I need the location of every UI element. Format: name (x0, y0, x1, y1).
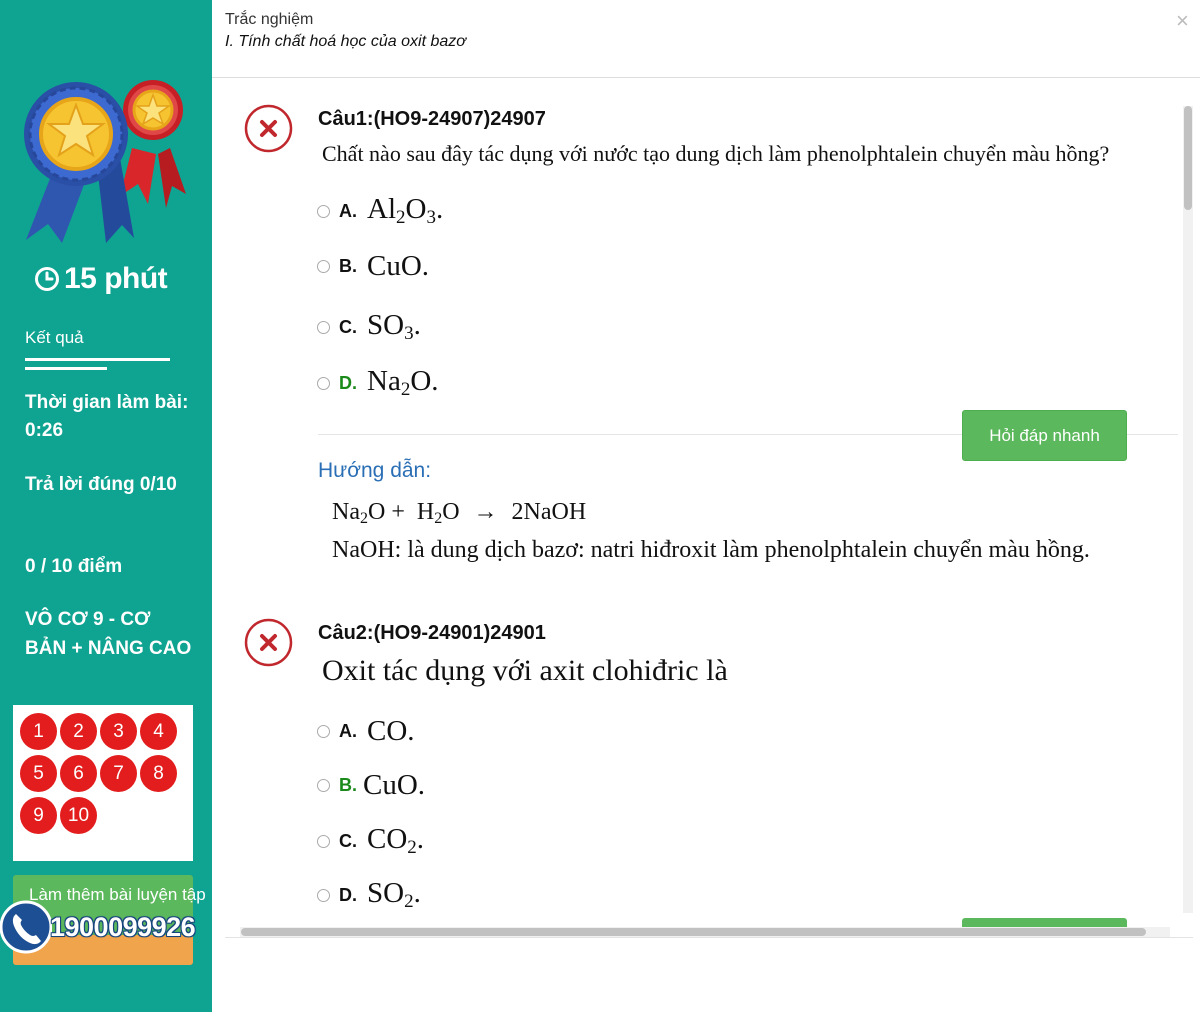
vertical-scrollbar-thumb[interactable] (1184, 106, 1192, 210)
result-label: Kết quả (25, 328, 84, 347)
timer (34, 262, 167, 296)
result-divider-short (25, 367, 107, 370)
radio-button[interactable] (317, 889, 330, 902)
radio-button[interactable] (317, 321, 330, 334)
radio-button[interactable] (317, 377, 330, 390)
radio-button[interactable] (317, 260, 330, 273)
correct-count: Trả lời đúng 0/10 (25, 474, 177, 495)
question-2-option-d[interactable] (317, 877, 421, 913)
question-1-option-a[interactable] (317, 193, 443, 229)
score: 0 / 10 điểm (25, 556, 123, 577)
option-letter: A. (339, 200, 357, 221)
question-2-option-b[interactable] (317, 769, 425, 802)
question-number-1[interactable]: 1 (20, 713, 57, 750)
option-letter: D. (339, 884, 357, 905)
option-letter-correct: B. (339, 775, 357, 795)
option-text: $Na_2O$. (367, 365, 439, 400)
header-divider (212, 77, 1200, 78)
question-1-option-d[interactable] (317, 365, 439, 401)
hotline-number: 1900099926 (50, 911, 196, 942)
option-text: $SO_2$. (367, 877, 421, 912)
question-1-title: Câu1:(HO9-24907)24907 (318, 108, 546, 130)
radio-button[interactable] (317, 835, 330, 848)
hotline[interactable] (0, 898, 195, 956)
option-text: CO. (367, 715, 415, 747)
wrong-mark-icon (244, 618, 293, 667)
question-number-9[interactable]: 9 (20, 797, 57, 834)
question-number-5[interactable]: 5 (20, 755, 57, 792)
wrong-mark-icon (244, 104, 293, 153)
question-number-3[interactable]: 3 (100, 713, 137, 750)
option-letter: B. (339, 256, 357, 276)
question-number-10[interactable]: 10 (60, 797, 97, 834)
sidebar (0, 0, 212, 1012)
option-text: CuO. (363, 769, 426, 801)
guide-explanation: NaOH: là dung dịch bazơ: natri hiđroxit làm phenolphtalein chuyển màu hồng. (332, 537, 1090, 563)
close-icon[interactable]: × (1176, 8, 1189, 33)
content-bottom-divider (225, 937, 1193, 938)
option-text: $CO_2$. (367, 823, 425, 858)
option-letter: C. (339, 830, 357, 851)
radio-button[interactable] (317, 205, 330, 218)
option-letter: C. (339, 316, 357, 337)
course-name: VÔ CƠ 9 - CƠ BẢN + NÂNG CAO (25, 609, 192, 659)
option-text: $SO_3$. (367, 309, 421, 344)
question-number-4[interactable]: 4 (140, 713, 177, 750)
question-number-2[interactable]: 2 (60, 713, 97, 750)
question-2-text: Oxit tác dụng với axit clohiđric là (322, 654, 728, 687)
practice-button-label: Làm thêm bài luyện tập (29, 885, 206, 904)
guide-label: Hướng dẫn: (318, 459, 432, 482)
question-number-8[interactable]: 8 (140, 755, 177, 792)
reaction-equation: $Na_2O + H_2O$ → 2NaOH (332, 499, 587, 527)
vertical-scrollbar-track[interactable] (1183, 106, 1193, 913)
question-2-title: Câu2:(HO9-24901)24901 (318, 622, 546, 644)
question-grid (13, 705, 193, 861)
question-number-7[interactable]: 7 (100, 755, 137, 792)
radio-button[interactable] (317, 725, 330, 738)
option-text: $Al_2O_3$. (367, 193, 444, 228)
question-1-option-b[interactable] (317, 250, 429, 283)
question-2-option-a[interactable] (317, 715, 415, 748)
time-spent: Thời gian làm bài: 0:26 (25, 392, 189, 441)
quick-ask-button[interactable]: Hỏi đáp nhanh (962, 410, 1127, 461)
result-divider (25, 358, 170, 361)
option-text: CuO. (367, 250, 430, 282)
question-1-text: Chất nào sau đây tác dụng với nước tạo dung dịch làm phenolphtalein chuyển màu hồng? (322, 141, 1110, 166)
option-letter-correct: D. (339, 372, 357, 393)
lesson-title: I. Tính chất hoá học của oxit bazơ (225, 33, 466, 50)
medal-icon (20, 78, 190, 246)
question-2-option-c[interactable] (317, 823, 424, 859)
timer-value: 15 phút (64, 262, 168, 295)
question-number-6[interactable]: 6 (60, 755, 97, 792)
question-1-option-c[interactable] (317, 309, 421, 345)
page-title: Trắc nghiệm (225, 11, 314, 28)
option-letter: A. (339, 721, 357, 741)
clock-icon (34, 266, 60, 292)
phone-icon (0, 898, 52, 956)
radio-button[interactable] (317, 779, 330, 792)
horizontal-scrollbar-thumb[interactable] (241, 928, 1146, 936)
